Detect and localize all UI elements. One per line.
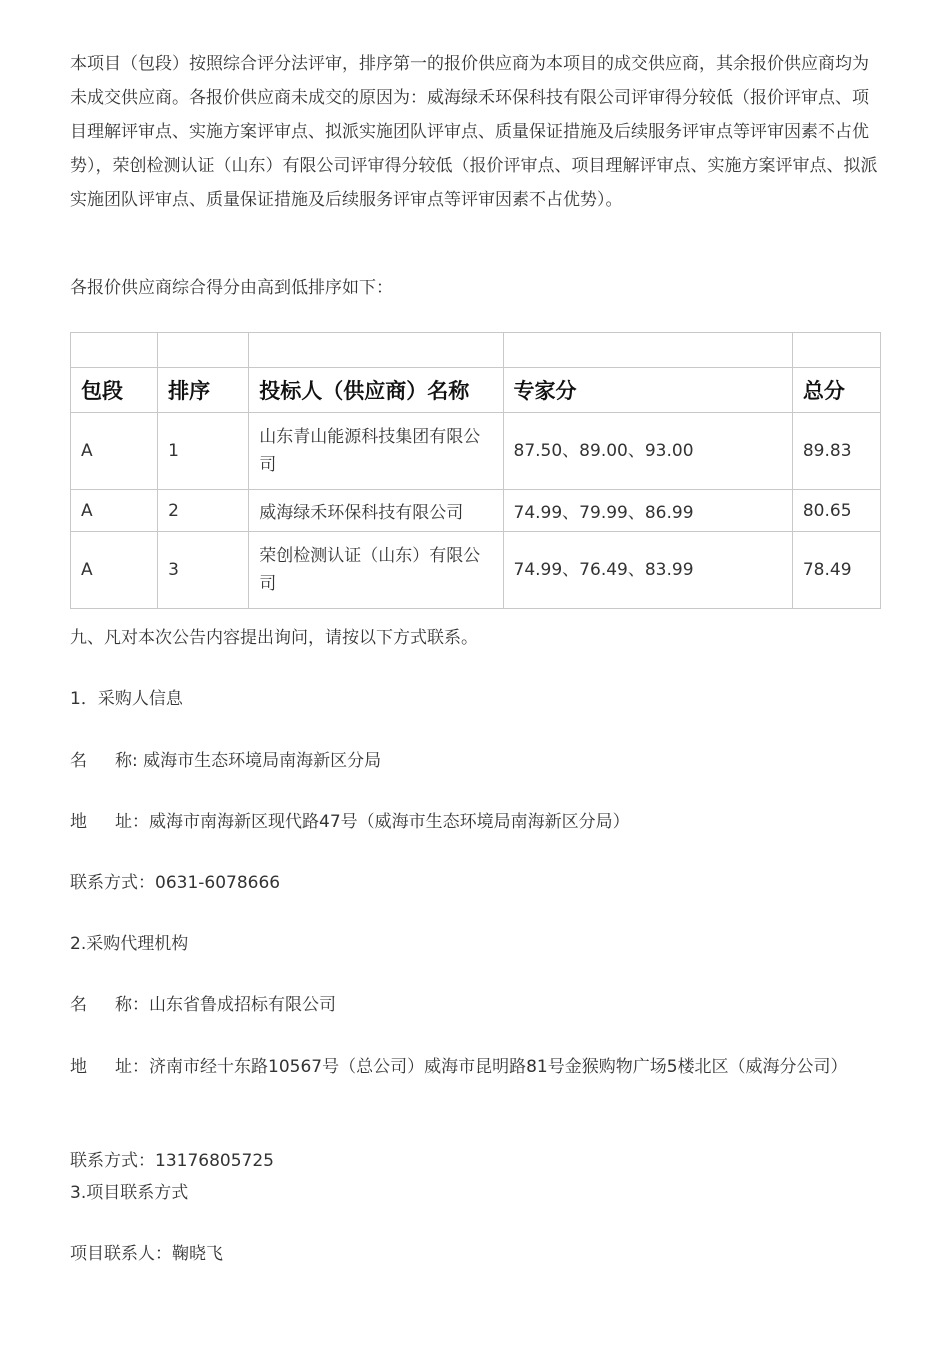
project-heading: 3.项目联系方式 — [70, 1183, 189, 1203]
purchaser-heading: 1．采购人信息 — [70, 689, 183, 709]
cell-lot: A — [71, 532, 158, 609]
agency-phone-line — [70, 1144, 274, 1178]
score-table — [70, 332, 881, 609]
header-rank: 排序 — [158, 368, 249, 413]
agency-name-line — [70, 988, 336, 1022]
agency-name-label-b: 称： — [115, 995, 149, 1015]
purchaser-phone-label: 联系方式： — [70, 873, 155, 893]
table-row — [71, 413, 881, 490]
purchaser-name-label-a: 名 — [70, 751, 87, 771]
purchaser-addr-label-b: 址： — [115, 812, 149, 832]
purchaser-name-value: 威海市生态环境局南海新区分局 — [143, 751, 382, 771]
project-person-value: 鞠晓飞 — [172, 1244, 223, 1264]
agency-addr-value: 济南市经十东路10567号（总公司）威海市昆明路81号金猴购物广场5楼北区（威海分公司） — [149, 1057, 848, 1077]
table-header-row — [71, 368, 881, 413]
agency-heading: 2.采购代理机构 — [70, 934, 189, 954]
purchaser-name-label-b: 称: — [115, 751, 144, 771]
agency-phone-value: 13176805725 — [155, 1151, 274, 1171]
agency-name-value: 山东省鲁成招标有限公司 — [149, 995, 336, 1015]
cell-expert-score: 74.99、79.99、86.99 — [503, 490, 792, 532]
purchaser-addr-value: 威海市南海新区现代路47号（威海市生态环境局南海新区分局） — [149, 812, 630, 832]
project-contact-line — [70, 1237, 223, 1271]
cell-rank: 1 — [158, 413, 249, 490]
header-total-score: 总分 — [792, 368, 880, 413]
project-person-label: 项目联系人： — [70, 1244, 172, 1264]
header-supplier: 投标人（供应商）名称 — [249, 368, 503, 413]
cell-rank: 2 — [158, 490, 249, 532]
agency-addr-label-a: 地 — [70, 1057, 87, 1077]
cell-lot: A — [71, 490, 158, 532]
agency-name-label-a: 名 — [70, 995, 87, 1015]
cell-supplier: 威海绿禾环保科技有限公司 — [249, 490, 503, 532]
intro-paragraph: 本项目（包段）按照综合评分法评审，排序第一的报价供应商为本项目的成交供应商，其余报价供应商均为未成交供应商。各报价供应商未成交的原因为：威海绿禾环保科技有限公司评审得分较低（报价评审点、项目理解评审点、实施方案评审点、拟派实施团队评审点、质量保证措施及后续服务评审点等评审因素不占优势），荣创检测认证（山东）有限公司评审得分较低（报价评审点、项目理解评审点、实施方案评审点、拟派实施团队评审点、质量保证措施及后续服务评审点等评审因素不占优势）。 — [70, 54, 878, 210]
cell-expert-score: 87.50、89.00、93.00 — [503, 413, 792, 490]
cell-supplier: 荣创检测认证（山东）有限公司 — [249, 532, 503, 609]
ranking-intro: 各报价供应商综合得分由高到低排序如下： — [70, 278, 393, 298]
purchaser-address-line — [70, 805, 630, 839]
table-spacer-row — [71, 333, 881, 368]
agency-addr-label-b: 址： — [115, 1057, 149, 1077]
cell-total-score: 89.83 — [792, 413, 880, 490]
header-expert-score: 专家分 — [503, 368, 792, 413]
purchaser-addr-label-a: 地 — [70, 812, 87, 832]
cell-lot: A — [71, 413, 158, 490]
cell-total-score: 78.49 — [792, 532, 880, 609]
agency-phone-label: 联系方式： — [70, 1151, 155, 1171]
header-lot: 包段 — [71, 368, 158, 413]
cell-supplier: 山东青山能源科技集团有限公司 — [249, 413, 503, 490]
contact-section-title: 九、凡对本次公告内容提出询问，请按以下方式联系。 — [70, 628, 478, 648]
purchaser-phone-value: 0631-6078666 — [155, 873, 281, 893]
table-row — [71, 490, 881, 532]
cell-expert-score: 74.99、76.49、83.99 — [503, 532, 792, 609]
purchaser-phone-line — [70, 866, 280, 900]
cell-total-score: 80.65 — [792, 490, 880, 532]
table-row — [71, 532, 881, 609]
purchaser-name-line — [70, 744, 381, 778]
agency-address-line — [70, 1050, 882, 1084]
cell-rank: 3 — [158, 532, 249, 609]
